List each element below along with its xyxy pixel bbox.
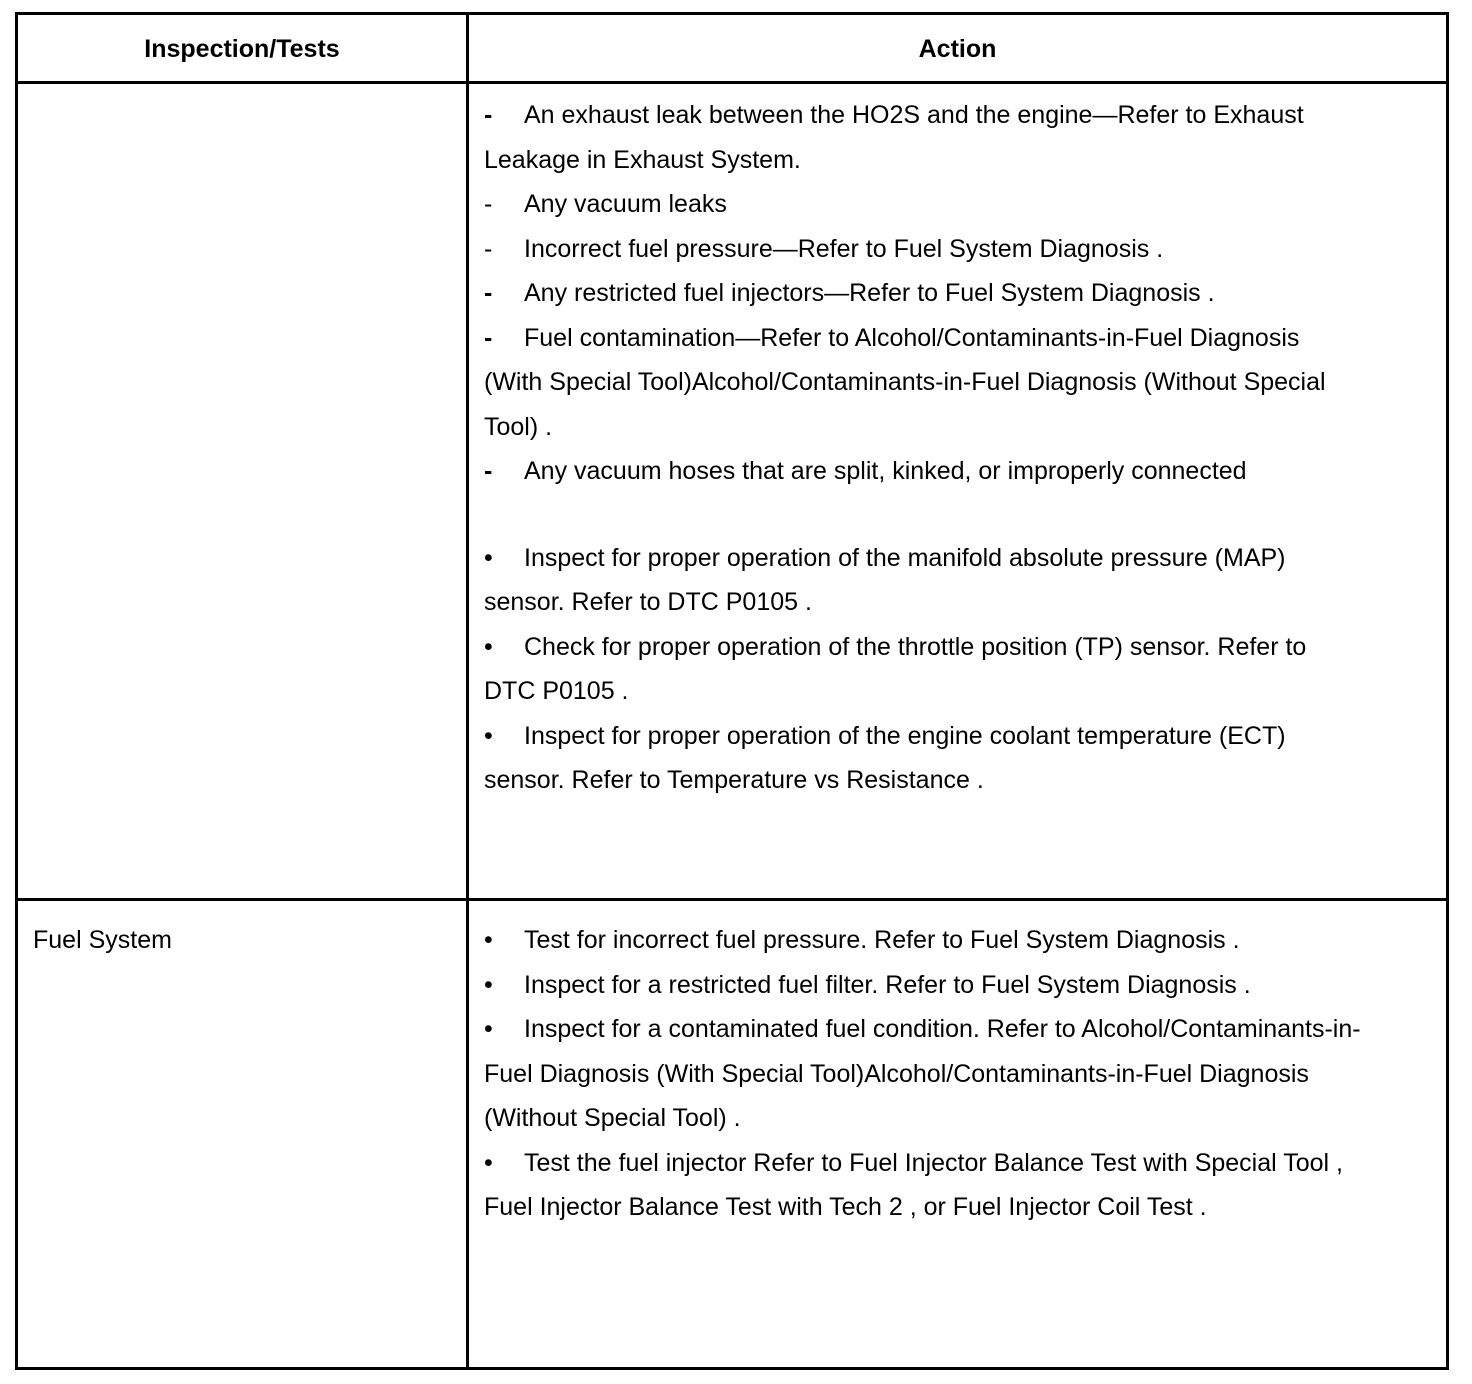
row2-inspection-cell: Fuel System [33, 926, 172, 954]
dash-marker: - [484, 323, 493, 352]
row-divider [18, 898, 1446, 901]
dash-marker: - [484, 279, 493, 307]
dash-marker: - [484, 234, 493, 263]
action-text: Any vacuum leaks [524, 190, 727, 218]
action-text: Incorrect fuel pressure—Refer to Fuel System Diagnosis . [524, 234, 1164, 263]
bullet-marker: • [484, 1148, 493, 1177]
action-item [484, 714, 1364, 803]
header-divider [18, 81, 1446, 84]
action-text: Inspect for a restricted fuel filter. Refer to Fuel System Diagnosis . [524, 970, 1251, 999]
header-inspection-tests: Inspection/Tests [144, 34, 340, 63]
action-item [484, 536, 1364, 625]
action-item [484, 182, 1364, 227]
bullet-marker: • [484, 632, 493, 661]
bullet-marker: • [484, 970, 493, 999]
action-text: Inspect for proper operation of the engine coolant temperature (ECT) sensor. Refer to Temperature vs Resistance . [484, 721, 1286, 794]
action-item [484, 316, 1364, 450]
diagnostic-table [15, 12, 1449, 1370]
action-item [484, 271, 1364, 316]
action-item [484, 93, 1364, 182]
action-item [484, 1141, 1364, 1230]
dash-marker: - [484, 190, 493, 218]
column-divider [466, 15, 469, 1367]
row2-action-cell [484, 918, 1364, 1230]
action-text: An exhaust leak between the HO2S and the engine—Refer to Exhaust Leakage in Exhaust System. [484, 101, 1304, 174]
action-text: Any restricted fuel injectors—Refer to Fuel System Diagnosis . [524, 279, 1215, 307]
header-action: Action [918, 34, 997, 63]
dash-marker: - [484, 457, 493, 485]
action-item [484, 963, 1364, 1008]
action-text: Fuel contamination—Refer to Alcohol/Contaminants-in-Fuel Diagnosis (With Special Tool)Alcohol/Contaminants-in-Fuel Diagnosis (Without Special Tool) . [484, 323, 1326, 441]
action-item [484, 625, 1364, 714]
bullet-marker: • [484, 721, 493, 750]
action-item [484, 918, 1364, 963]
action-text: Test the fuel injector Refer to Fuel Injector Balance Test with Special Tool , Fuel Injector Balance Test with Tech 2 , or Fuel Injector Coil Test . [484, 1148, 1343, 1221]
action-item [484, 449, 1364, 494]
action-text: Check for proper operation of the throttle position (TP) sensor. Refer to DTC P0105 . [484, 632, 1307, 705]
action-text: Inspect for a contaminated fuel condition. Refer to Alcohol/Contaminants-in-Fuel Diagnosis (With Special Tool)Alcohol/Contaminants-in-Fuel Diagnosis (Without Special Tool) . [484, 1015, 1361, 1132]
action-item [484, 1007, 1364, 1141]
spacer [484, 494, 1364, 536]
action-text: Inspect for proper operation of the manifold absolute pressure (MAP) sensor. Refer to DTC P0105 . [484, 543, 1286, 616]
dash-marker: - [484, 101, 493, 129]
row1-action-cell [484, 93, 1364, 803]
bullet-marker: • [484, 543, 493, 572]
bullet-marker: • [484, 1015, 493, 1043]
action-text: Test for incorrect fuel pressure. Refer to Fuel System Diagnosis . [524, 926, 1240, 954]
action-item [484, 227, 1364, 272]
bullet-marker: • [484, 926, 493, 954]
action-text: Any vacuum hoses that are split, kinked, or improperly connected [524, 457, 1247, 485]
